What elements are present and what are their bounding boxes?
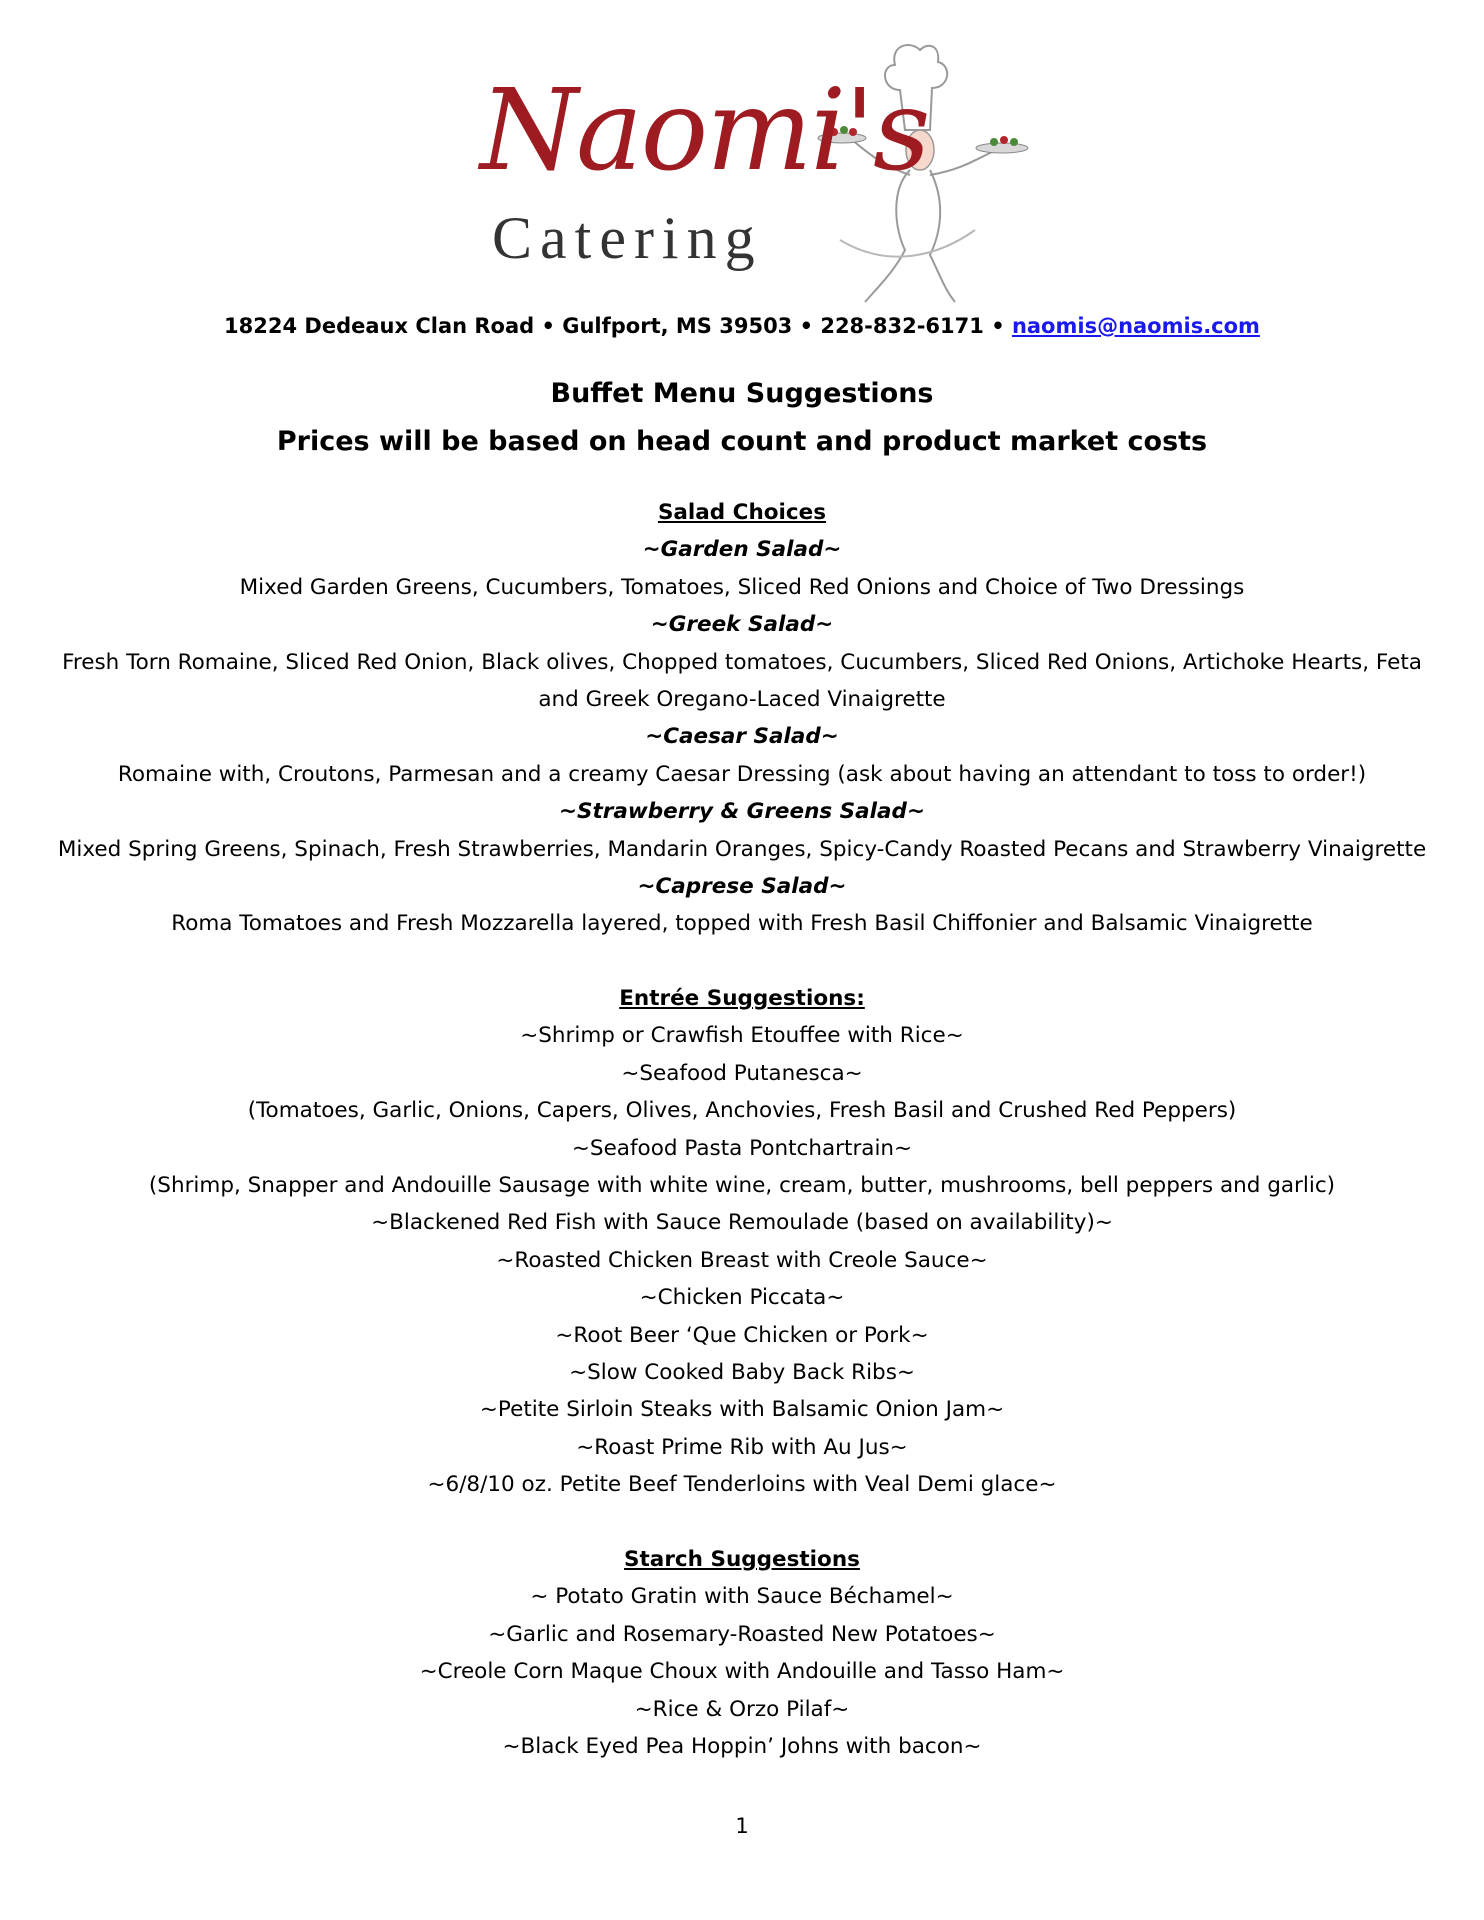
contact-line <box>0 314 1484 338</box>
salad-item-name: ~Caesar Salad~ <box>645 724 839 750</box>
starch-item: ~Creole Corn Maque Choux with Andouille and Tasso Ham~ <box>419 1659 1065 1685</box>
entree-item: ~Seafood Pasta Pontchartrain~ <box>571 1135 913 1161</box>
starch-item: ~ Potato Gratin with Sauce Béchamel~ <box>530 1584 954 1610</box>
entree-item: (Shrimp, Snapper and Andouille Sausage with white wine, cream, butter, mushrooms, bell peppers and garlic) <box>148 1173 1336 1199</box>
starch-section-heading: Starch Suggestions <box>624 1546 860 1572</box>
email-link[interactable]: naomis@naomis.com <box>1011 314 1260 338</box>
page-subtitle: Prices will be based on head count and product market costs <box>276 426 1208 457</box>
entree-item: ~Slow Cooked Baby Back Ribs~ <box>569 1359 915 1385</box>
salad-item-description: Mixed Garden Greens, Cucumbers, Tomatoes, Sliced Red Onions and Choice of Two Dressings <box>239 574 1245 600</box>
starch-item: ~Garlic and Rosemary-Roasted New Potatoes~ <box>488 1621 996 1647</box>
entree-item: (Tomatoes, Garlic, Onions, Capers, Olives, Anchovies, Fresh Basil and Crushed Red Peppers) <box>247 1098 1237 1124</box>
entree-item: ~Shrimp or Crawfish Etouffee with Rice~ <box>520 1023 964 1049</box>
salad-item-description: and Greek Oregano-Laced Vinaigrette <box>538 686 946 712</box>
section-spacer <box>50 1504 1434 1541</box>
menu-content <box>50 494 1434 1765</box>
salad-item-description: Romaine with, Croutons, Parmesan and a creamy Caesar Dressing (ask about having an attendant to toss to order!) <box>117 761 1367 787</box>
section-spacer <box>50 943 1434 980</box>
salad-item-name: ~Strawberry & Greens Salad~ <box>559 799 925 825</box>
salad-section-heading: Salad Choices <box>657 500 827 525</box>
entree-item: ~Chicken Piccata~ <box>639 1285 845 1311</box>
entree-item: ~Seafood Putanesca~ <box>621 1060 863 1086</box>
entree-item: ~Petite Sirloin Steaks with Balsamic Onion Jam~ <box>479 1397 1005 1423</box>
salad-item-name: ~Greek Salad~ <box>650 612 834 638</box>
salad-item-description: Mixed Spring Greens, Spinach, Fresh Strawberries, Mandarin Oranges, Spicy-Candy Roasted Pecans and Strawberry Vinaigrette <box>57 836 1427 862</box>
entree-item: ~Root Beer ‘Que Chicken or Pork~ <box>555 1322 929 1348</box>
salad-item-description: Fresh Torn Romaine, Sliced Red Onion, Black olives, Chopped tomatoes, Cucumbers, Sliced Red Onions, Artichoke Hearts, Feta <box>62 649 1422 675</box>
entree-section-heading: Entrée Suggestions: <box>619 986 865 1012</box>
address-text: 18224 Dedeaux Clan Road • Gulfport, MS 39503 • 228-832-6171 • <box>224 314 1012 338</box>
page-number: 1 <box>735 1814 749 1838</box>
salad-item-name: ~Caprese Salad~ <box>637 873 847 899</box>
entree-item: ~6/8/10 oz. Petite Beef Tenderloins with Veal Demi glace~ <box>427 1472 1057 1498</box>
page-title: Buffet Menu Suggestions <box>550 378 934 409</box>
starch-item: ~Black Eyed Pea Hoppin’ Johns with bacon~ <box>502 1733 982 1759</box>
entree-item: ~Blackened Red Fish with Sauce Remoulade (based on availability)~ <box>371 1210 1113 1236</box>
entree-item: ~Roasted Chicken Breast with Creole Sauce~ <box>496 1247 988 1273</box>
salad-item-name: ~Garden Salad~ <box>642 537 842 563</box>
logo-name: Naomi's <box>480 66 929 196</box>
logo-subtitle: Catering <box>492 205 763 271</box>
entree-item: ~Roast Prime Rib with Au Jus~ <box>576 1434 908 1460</box>
salad-item-description: Roma Tomatoes and Fresh Mozzarella layered, topped with Fresh Basil Chiffonier and Balsamic Vinaigrette <box>171 911 1313 937</box>
naomis-catering-logo <box>470 40 1030 310</box>
starch-item: ~Rice & Orzo Pilaf~ <box>634 1696 850 1722</box>
